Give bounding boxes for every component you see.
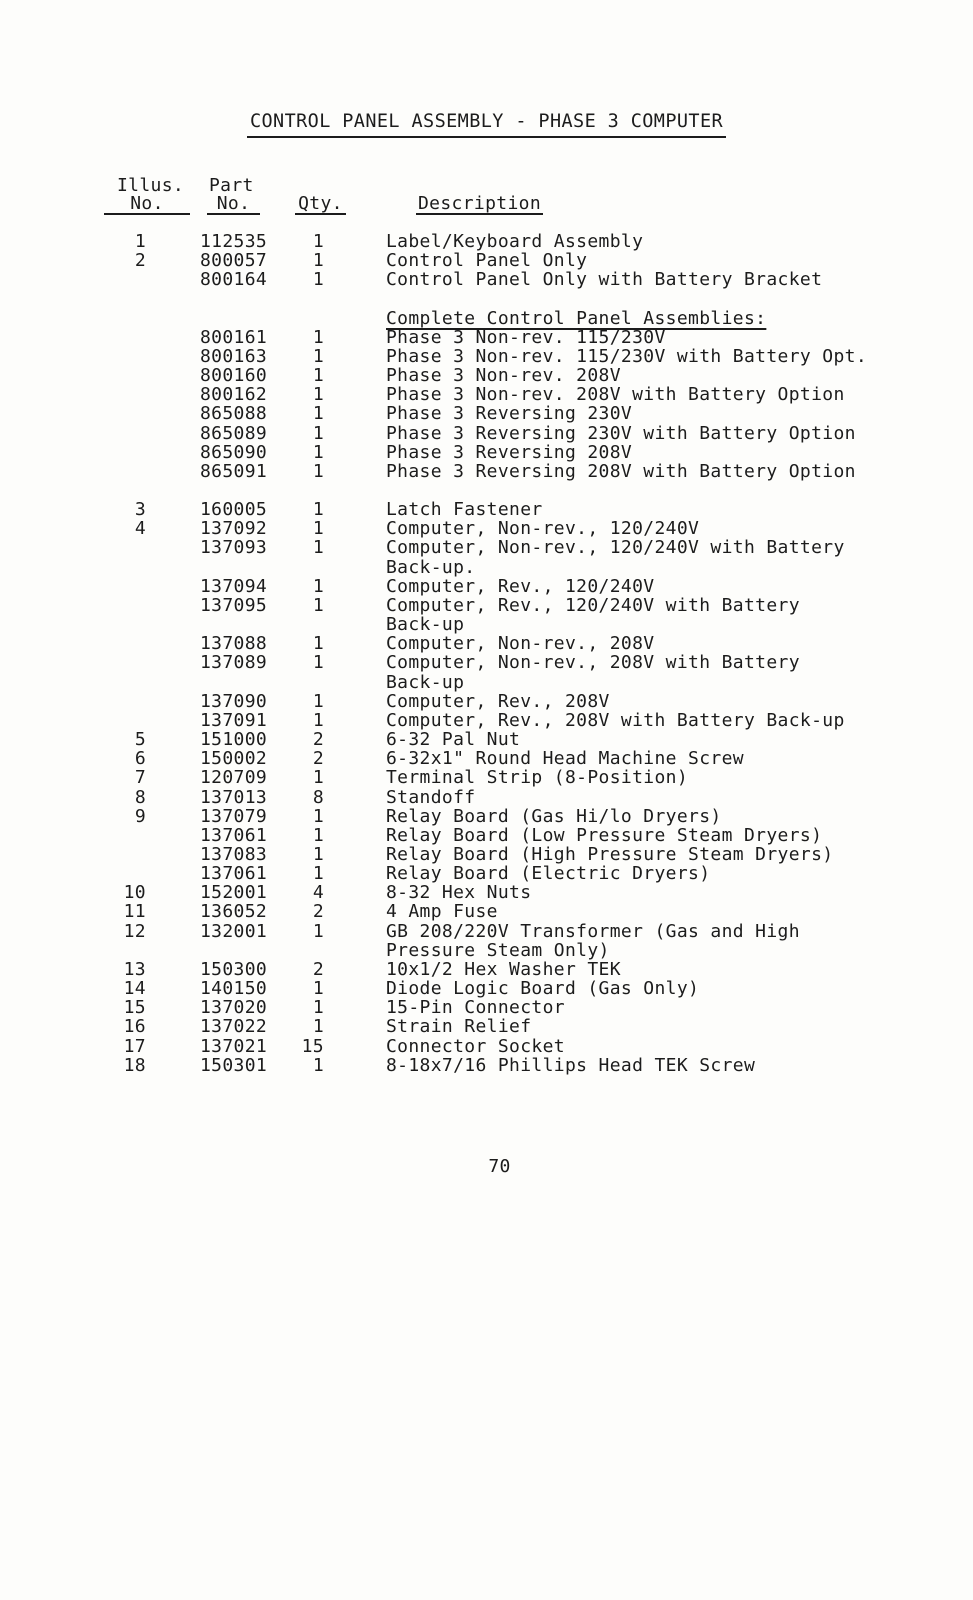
description-line: 6-32 Pal Nut xyxy=(386,729,521,751)
description-cell xyxy=(324,1037,950,1056)
page-title xyxy=(0,111,973,138)
part-no-cell: 137022 xyxy=(200,1016,268,1038)
description-line: 8-32 Hex Nuts xyxy=(386,882,532,904)
illus-no-cell: 5 xyxy=(134,729,146,751)
qty-cell: 1 xyxy=(312,499,324,521)
qty-cell: 1 xyxy=(312,997,324,1019)
part-no-cell: 137093 xyxy=(200,537,268,559)
table-row xyxy=(88,998,950,1017)
qty-cell: 15 xyxy=(301,1035,324,1057)
part-no-cell: 137095 xyxy=(200,594,268,616)
description-line: Standoff xyxy=(386,786,476,808)
qty-cell: 1 xyxy=(312,403,324,425)
qty-cell: 1 xyxy=(312,805,324,827)
qty-cell: 1 xyxy=(312,863,324,885)
qty-cell: 1 xyxy=(312,537,324,559)
description-line: Phase 3 Reversing 208V with Battery Option xyxy=(386,460,856,482)
illus-no-cell xyxy=(88,538,146,576)
illus-no-cell: 15 xyxy=(123,997,146,1019)
qty-cell: 2 xyxy=(312,901,324,923)
part-no-cell: 137061 xyxy=(200,824,268,846)
part-no-cell: 137092 xyxy=(200,518,268,540)
illus-no-cell: 1 xyxy=(134,231,146,252)
section-title: Complete Control Panel Assemblies: xyxy=(386,307,767,329)
description-cell xyxy=(324,328,950,347)
description-line: Computer, Rev., 208V with Battery Back-up xyxy=(386,709,845,731)
description-line: Relay Board (Electric Dryers) xyxy=(386,863,711,885)
illus-no-cell: 7 xyxy=(134,767,146,789)
part-no-cell: 865090 xyxy=(200,441,268,463)
col-header-part-no: No. xyxy=(207,194,260,215)
page-number: 70 xyxy=(488,1156,511,1177)
part-no-cell: 800057 xyxy=(200,250,268,272)
description-cell xyxy=(324,1056,950,1075)
qty-cell: 1 xyxy=(312,824,324,846)
qty-cell: 1 xyxy=(312,422,324,444)
illus-no-cell: 4 xyxy=(134,518,146,540)
table-row xyxy=(88,826,950,845)
qty-cell: 1 xyxy=(312,1016,324,1038)
table-row xyxy=(88,902,950,921)
description-cell xyxy=(324,788,950,807)
description-line: Relay Board (High Pressure Steam Dryers) xyxy=(386,843,834,865)
description-cell xyxy=(324,232,950,251)
table-row xyxy=(88,653,950,691)
description-cell xyxy=(324,749,950,768)
table-row xyxy=(88,768,950,787)
table-row xyxy=(88,711,950,730)
qty-cell: 4 xyxy=(312,882,324,904)
description-cell xyxy=(324,960,950,979)
table-row xyxy=(88,366,950,385)
description-line: 6-32x1" Round Head Machine Screw xyxy=(386,748,744,770)
table-row xyxy=(88,596,950,634)
part-no-cell: 152001 xyxy=(200,882,268,904)
description-cell xyxy=(324,404,950,423)
part-no-cell: 137090 xyxy=(200,690,268,712)
part-no-cell: 151000 xyxy=(200,729,268,751)
part-no-cell: 137020 xyxy=(200,997,268,1019)
illus-no-cell xyxy=(88,424,146,443)
description-cell xyxy=(324,500,950,519)
table-row xyxy=(88,500,950,519)
table-row xyxy=(88,807,950,826)
description-line: Back-up xyxy=(386,614,465,636)
description-line: Back-up xyxy=(386,671,465,693)
description-line: Phase 3 Non-rev. 208V xyxy=(386,365,621,387)
qty-cell: 1 xyxy=(312,269,324,291)
illus-no-cell xyxy=(88,347,146,366)
description-cell xyxy=(324,577,950,596)
description-line: Connector Socket xyxy=(386,1035,565,1057)
illus-no-cell: 2 xyxy=(134,250,146,272)
description-cell xyxy=(324,270,950,289)
part-no-cell: 865089 xyxy=(200,422,268,444)
description-cell xyxy=(324,251,950,270)
illus-no-cell xyxy=(88,385,146,404)
part-no-cell: 150301 xyxy=(200,1054,268,1076)
description-line: Relay Board (Low Pressure Steam Dryers) xyxy=(386,824,823,846)
page-title-text: CONTROL PANEL ASSEMBLY - PHASE 3 COMPUTER xyxy=(247,111,726,138)
illus-no-cell: 3 xyxy=(134,499,146,521)
illus-no-cell: 12 xyxy=(123,920,146,942)
description-line: Diode Logic Board (Gas Only) xyxy=(386,978,700,1000)
description-line: Pressure Steam Only) xyxy=(386,939,610,961)
table-row xyxy=(88,443,950,462)
description-line: Phase 3 Reversing 230V xyxy=(386,403,633,425)
part-no-cell: 112535 xyxy=(200,231,268,252)
description-cell xyxy=(324,385,950,404)
illus-no-cell xyxy=(88,366,146,385)
part-no-cell: 140150 xyxy=(200,978,268,1000)
description-cell xyxy=(324,347,950,366)
illus-no-cell: 18 xyxy=(123,1054,146,1076)
table-row xyxy=(88,519,950,538)
qty-cell: 1 xyxy=(312,365,324,387)
description-cell xyxy=(324,424,950,443)
description-cell xyxy=(324,692,950,711)
part-no-cell: 137083 xyxy=(200,843,268,865)
col-header-description: Description xyxy=(418,193,542,214)
table-row xyxy=(88,347,950,366)
illus-no-cell xyxy=(88,634,146,653)
qty-cell: 1 xyxy=(312,575,324,597)
qty-cell: 1 xyxy=(312,384,324,406)
description-cell xyxy=(324,768,950,787)
description-line: Computer, Rev., 208V xyxy=(386,690,610,712)
part-no-cell: 137079 xyxy=(200,805,268,827)
illus-no-cell xyxy=(88,826,146,845)
col-header-part: Part xyxy=(209,175,254,196)
description-line: Relay Board (Gas Hi/lo Dryers) xyxy=(386,805,722,827)
table-row xyxy=(88,538,950,576)
table-row xyxy=(88,577,950,596)
table-row xyxy=(88,328,950,347)
qty-cell: 1 xyxy=(312,1054,324,1076)
table-row xyxy=(88,385,950,404)
qty-cell: 1 xyxy=(312,250,324,272)
qty-cell: 2 xyxy=(312,729,324,751)
part-no-cell: 150002 xyxy=(200,748,268,770)
qty-cell xyxy=(277,309,324,328)
part-no-cell: 160005 xyxy=(200,499,268,521)
qty-cell: 1 xyxy=(312,633,324,655)
illus-no-cell xyxy=(88,845,146,864)
description-cell xyxy=(324,807,950,826)
part-no-cell: 865088 xyxy=(200,403,268,425)
illus-no-cell xyxy=(88,577,146,596)
table-row xyxy=(88,634,950,653)
illus-no-cell xyxy=(88,711,146,730)
qty-cell: 1 xyxy=(312,345,324,367)
description-cell xyxy=(324,634,950,653)
qty-cell: 2 xyxy=(312,958,324,980)
part-no-cell: 137089 xyxy=(200,652,268,674)
part-no-cell: 137021 xyxy=(200,1035,268,1057)
description-line: 4 Amp Fuse xyxy=(386,901,498,923)
illus-no-cell: 16 xyxy=(123,1016,146,1038)
qty-cell: 1 xyxy=(312,594,324,616)
qty-cell: 1 xyxy=(312,843,324,865)
table-row xyxy=(88,1017,950,1036)
description-line: 8-18x7/16 Phillips Head TEK Screw xyxy=(386,1054,756,1076)
part-no-cell: 150300 xyxy=(200,958,268,980)
description-cell xyxy=(324,883,950,902)
qty-cell: 8 xyxy=(312,786,324,808)
table-row xyxy=(88,462,950,481)
description-line: 10x1/2 Hex Washer TEK xyxy=(386,958,621,980)
description-cell xyxy=(324,711,950,730)
table-row xyxy=(88,232,950,251)
qty-cell: 1 xyxy=(312,709,324,731)
illus-no-cell xyxy=(88,270,146,289)
table-row xyxy=(88,845,950,864)
description-line: Phase 3 Non-rev. 115/230V xyxy=(386,326,666,348)
part-no-cell: 120709 xyxy=(200,767,268,789)
description-line: Computer, Rev., 120/240V xyxy=(386,575,655,597)
part-no-cell: 800161 xyxy=(200,326,268,348)
part-no-cell: 800163 xyxy=(200,345,268,367)
illus-no-cell xyxy=(88,864,146,883)
table-row xyxy=(88,922,950,960)
illus-no-cell: 8 xyxy=(134,786,146,808)
illus-no-cell: 14 xyxy=(123,978,146,1000)
part-no-cell: 865091 xyxy=(200,460,268,482)
qty-cell: 1 xyxy=(312,460,324,482)
qty-cell: 1 xyxy=(312,978,324,1000)
spacer-row xyxy=(88,289,950,308)
table-row xyxy=(88,404,950,423)
illus-no-cell xyxy=(88,309,146,328)
description-cell xyxy=(324,653,950,691)
illus-no-cell xyxy=(88,596,146,634)
table-row xyxy=(88,692,950,711)
col-header-illus-no: No. xyxy=(104,194,190,215)
part-no-cell: 800164 xyxy=(200,269,268,291)
description-line: Computer, Rev., 120/240V with Battery xyxy=(386,594,800,616)
description-line: Computer, Non-rev., 208V xyxy=(386,633,655,655)
illus-no-cell: 17 xyxy=(123,1035,146,1057)
table-row xyxy=(88,979,950,998)
part-no-cell: 137061 xyxy=(200,863,268,885)
table-row xyxy=(88,864,950,883)
table-row xyxy=(88,424,950,443)
description-line: Latch Fastener xyxy=(386,499,543,521)
illus-no-cell xyxy=(88,404,146,423)
description-cell xyxy=(324,902,950,921)
description-cell xyxy=(324,826,950,845)
part-no-cell: 137091 xyxy=(200,709,268,731)
table-row xyxy=(88,730,950,749)
description-cell xyxy=(324,538,950,576)
description-line: Computer, Non-rev., 120/240V xyxy=(386,518,700,540)
qty-cell: 1 xyxy=(312,326,324,348)
col-header-illus: Illus. xyxy=(117,175,185,196)
part-no-cell: 800162 xyxy=(200,384,268,406)
part-no-cell: 137094 xyxy=(200,575,268,597)
illus-no-cell: 13 xyxy=(123,958,146,980)
description-line: 15-Pin Connector xyxy=(386,997,565,1019)
description-cell xyxy=(324,864,950,883)
description-cell xyxy=(324,309,950,328)
description-line: Computer, Non-rev., 120/240V with Battery xyxy=(386,537,845,559)
description-cell xyxy=(324,366,950,385)
description-line: Terminal Strip (8-Position) xyxy=(386,767,689,789)
qty-cell: 2 xyxy=(312,748,324,770)
table-row xyxy=(88,1056,950,1075)
qty-cell: 1 xyxy=(312,652,324,674)
table-row xyxy=(88,270,950,289)
description-cell xyxy=(324,730,950,749)
spacer-row xyxy=(88,481,950,500)
description-line: Computer, Non-rev., 208V with Battery xyxy=(386,652,800,674)
part-no-cell: 800160 xyxy=(200,365,268,387)
description-cell xyxy=(324,845,950,864)
illus-no-cell: 6 xyxy=(134,748,146,770)
qty-cell: 1 xyxy=(312,231,324,252)
qty-cell: 1 xyxy=(312,920,324,942)
description-cell xyxy=(324,443,950,462)
illus-no-cell: 10 xyxy=(123,882,146,904)
section-header-row xyxy=(88,309,950,328)
description-cell xyxy=(324,998,950,1017)
illus-no-cell xyxy=(88,443,146,462)
qty-cell: 1 xyxy=(312,441,324,463)
part-no-cell: 132001 xyxy=(200,920,268,942)
description-line: GB 208/220V Transformer (Gas and High xyxy=(386,920,800,942)
description-line: Label/Keyboard Assembly xyxy=(386,231,644,252)
part-no-cell: 137013 xyxy=(200,786,268,808)
illus-no-cell xyxy=(88,328,146,347)
description-line: Back-up. xyxy=(386,556,476,578)
table-row xyxy=(88,960,950,979)
description-cell xyxy=(324,979,950,998)
description-line: Phase 3 Non-rev. 208V with Battery Option xyxy=(386,384,845,406)
table-row xyxy=(88,251,950,270)
part-no-cell xyxy=(146,309,277,328)
qty-cell: 1 xyxy=(312,767,324,789)
description-cell xyxy=(324,922,950,960)
col-header-qty: Qty. xyxy=(295,194,346,215)
description-cell xyxy=(324,462,950,481)
parts-table xyxy=(88,232,950,1075)
table-row xyxy=(88,883,950,902)
illus-no-cell: 9 xyxy=(134,805,146,827)
description-cell xyxy=(324,519,950,538)
illus-no-cell xyxy=(88,653,146,691)
description-cell xyxy=(324,596,950,634)
description-line: Phase 3 Reversing 208V xyxy=(386,441,633,463)
qty-cell: 1 xyxy=(312,690,324,712)
illus-no-cell xyxy=(88,692,146,711)
table-row xyxy=(88,788,950,807)
illus-no-cell xyxy=(88,462,146,481)
description-line: Control Panel Only with Battery Bracket xyxy=(386,269,823,291)
description-line: Phase 3 Reversing 230V with Battery Option xyxy=(386,422,856,444)
part-no-cell: 137088 xyxy=(200,633,268,655)
illus-no-cell: 11 xyxy=(123,901,146,923)
table-row xyxy=(88,1037,950,1056)
description-cell xyxy=(324,1017,950,1036)
description-line: Control Panel Only xyxy=(386,250,588,272)
description-line: Strain Relief xyxy=(386,1016,532,1038)
part-no-cell: 136052 xyxy=(200,901,268,923)
description-line: Phase 3 Non-rev. 115/230V with Battery Opt. xyxy=(386,345,868,367)
table-row xyxy=(88,749,950,768)
qty-cell: 1 xyxy=(312,518,324,540)
